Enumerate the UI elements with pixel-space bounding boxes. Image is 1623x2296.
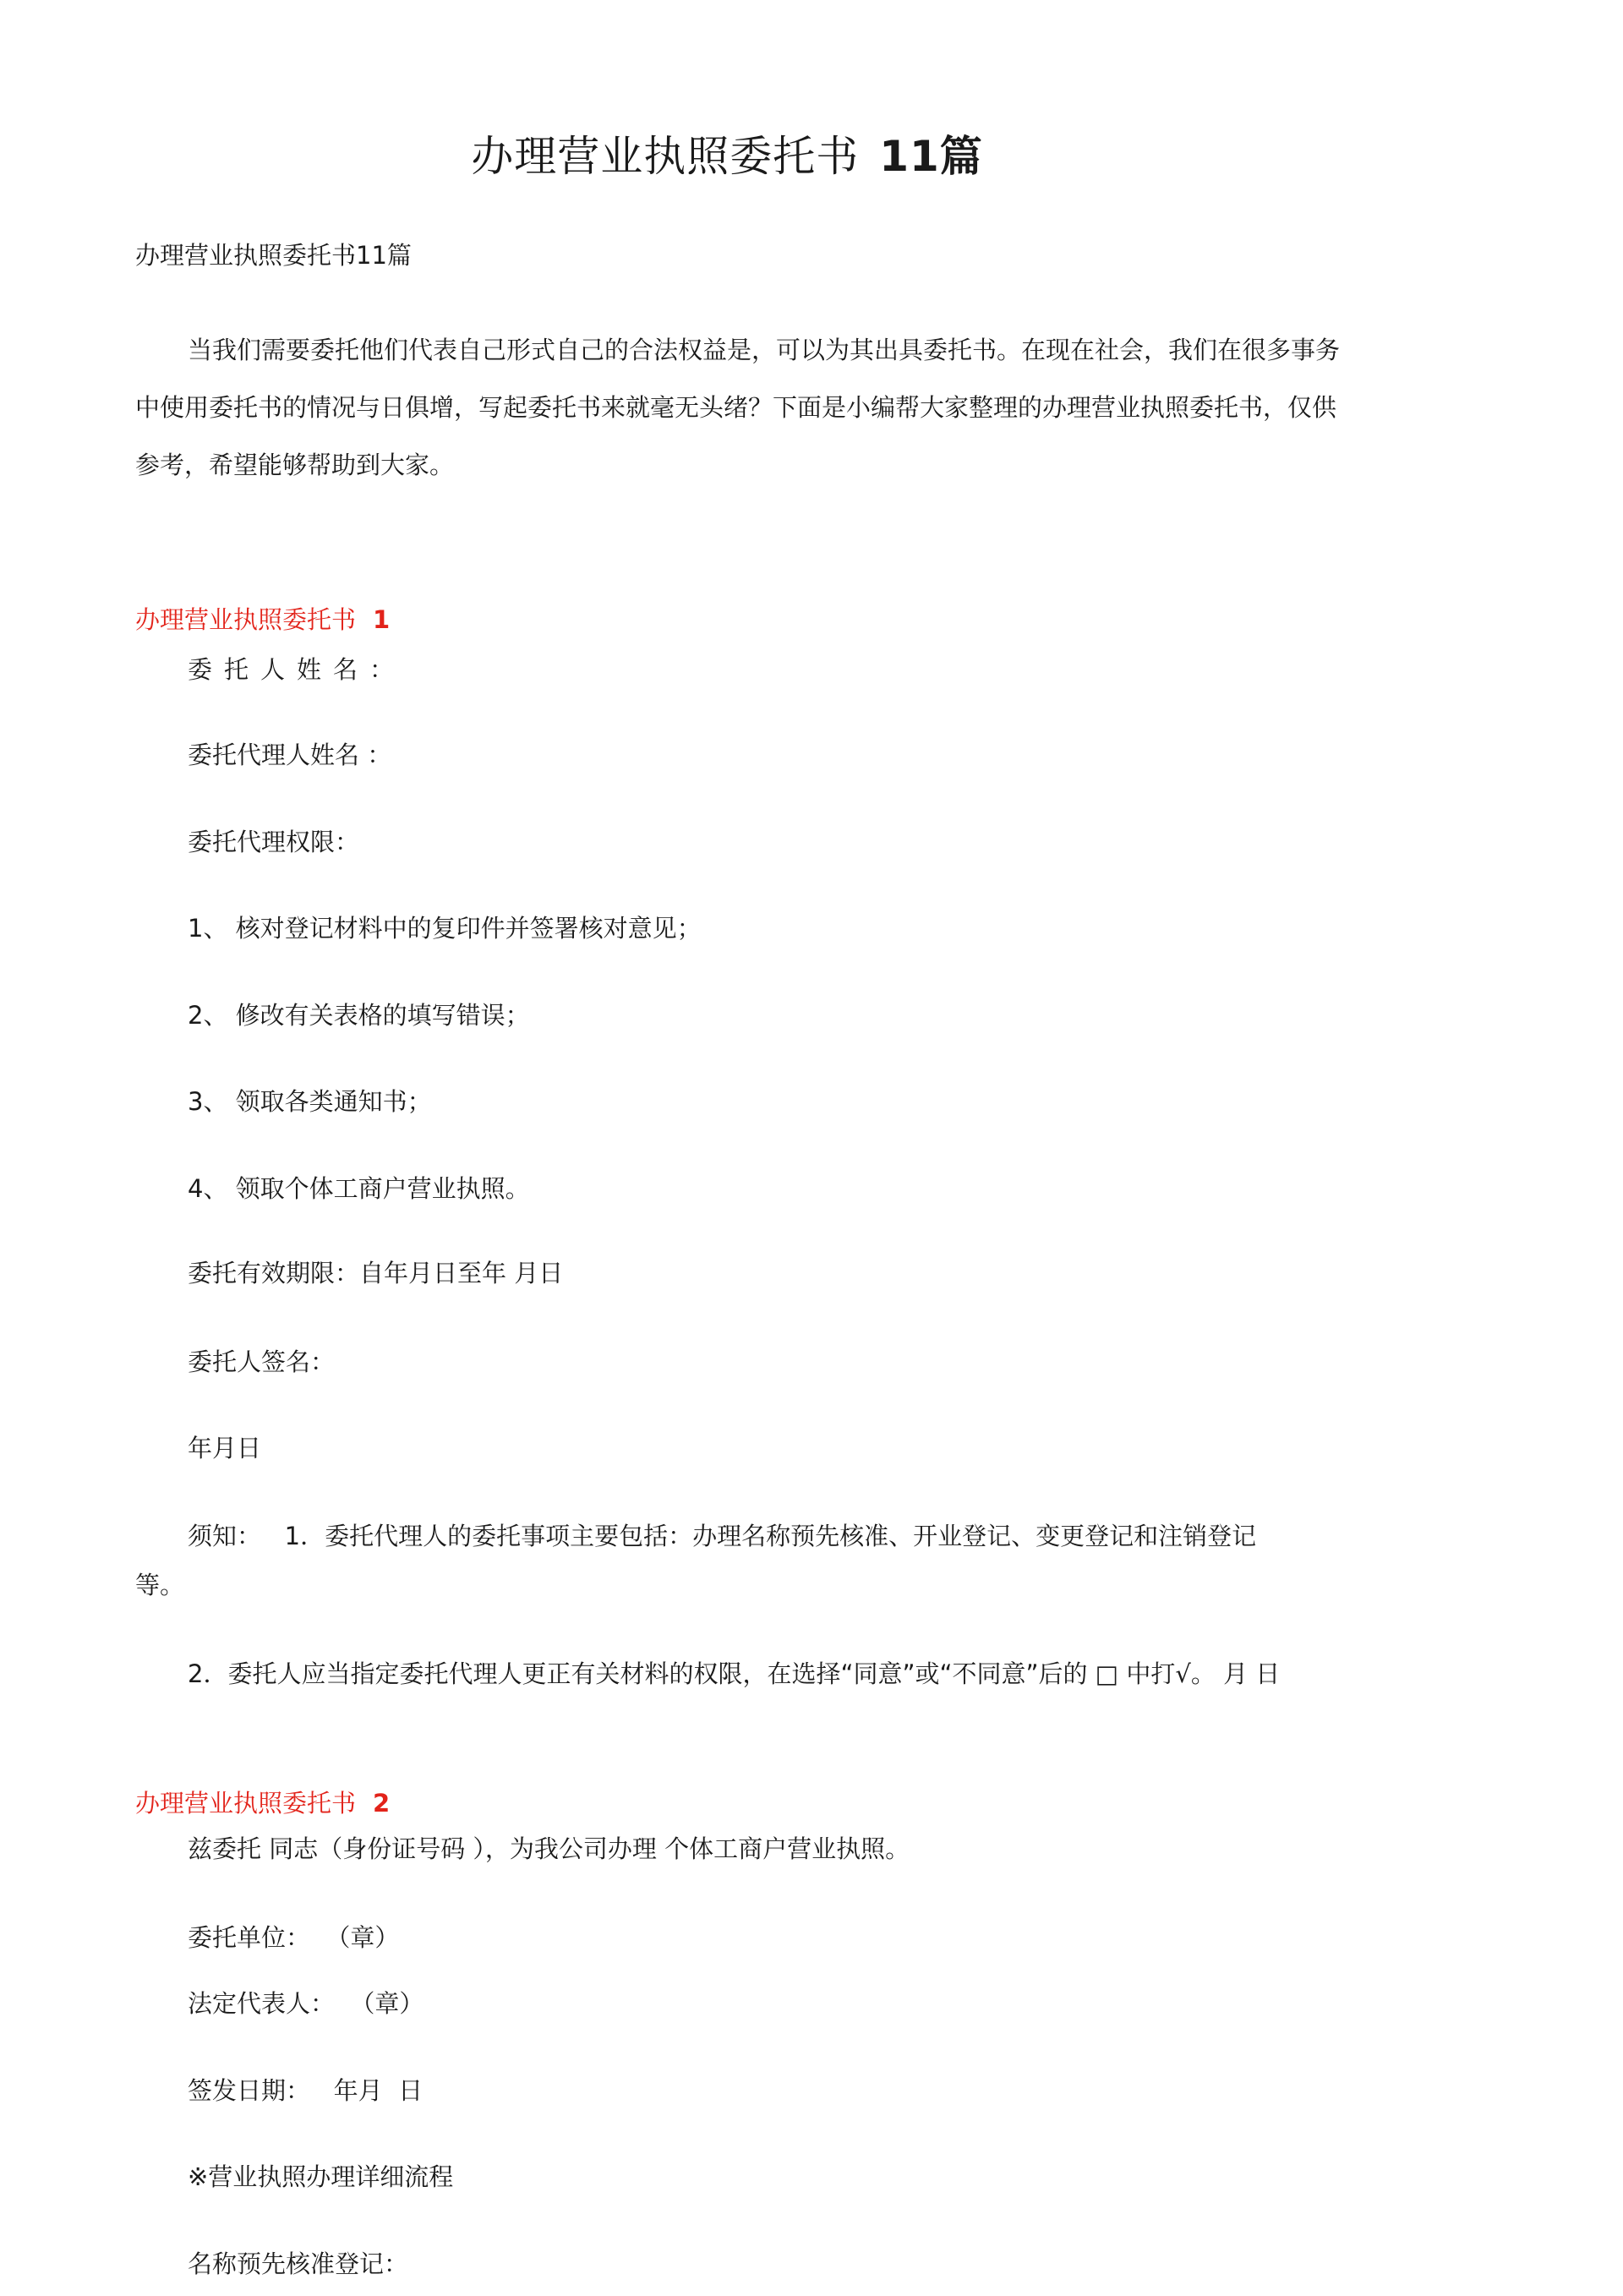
document-subtitle: 办理营业执照委托书11篇 bbox=[135, 241, 412, 270]
title-text: 办理营业执照委托书 bbox=[471, 132, 860, 181]
commissioning-unit: 委托单位： （章） bbox=[188, 1923, 400, 1952]
section-1-heading-number: 1 bbox=[373, 605, 391, 634]
legal-representative: 法定代表人： （章） bbox=[188, 1989, 424, 2018]
section-2-heading-text: 办理营业执照委托书 bbox=[135, 1789, 357, 1818]
authority-label: 委托代理权限： bbox=[188, 828, 360, 856]
commission-statement: 兹委托 同志（身份证号码 ），为我公司办理 个体工商户营业执照。 bbox=[188, 1834, 910, 1863]
validity-period: 委托有效期限：自年月日至年 月日 bbox=[188, 1259, 564, 1287]
authority-item-3: 3、 领取各类通知书； bbox=[188, 1087, 432, 1116]
notice-2: 2．委托人应当指定委托代理人更正有关材料的权限，在选择“同意”或“不同意”后的 □ 中打√。 月 日 bbox=[188, 1659, 1281, 1688]
section-2-heading-number: 2 bbox=[373, 1789, 391, 1818]
client-name-field: 委托人姓名： bbox=[188, 655, 407, 684]
authority-item-2: 2、 修改有关表格的填写错误； bbox=[188, 1001, 530, 1030]
process-heading: ※营业执照办理详细流程 bbox=[188, 2162, 454, 2191]
signature-date: 年月日 bbox=[188, 1434, 262, 1462]
client-signature: 委托人签名： bbox=[188, 1348, 336, 1376]
document-title bbox=[0, 127, 1454, 186]
authority-item-1: 1、 核对登记材料中的复印件并签署核对意见； bbox=[188, 914, 702, 943]
section-1-heading bbox=[135, 603, 390, 637]
section-1-heading-text: 办理营业执照委托书 bbox=[135, 605, 357, 634]
agent-name-field: 委托代理人姓名 ： bbox=[188, 741, 392, 769]
name-precheck-heading: 名称预先核准登记： bbox=[188, 2250, 409, 2278]
title-number: 11篇 bbox=[879, 132, 983, 181]
intro-paragraph: 当我们需要委托他们代表自己形式自己的合法权益是，可以为其出具委托书。在现在社会，我们在很多事务中使用委托书的情况与日俱增，写起委托书来就毫无头绪？下面是小编帮大家整理的办理营业执照委托书，仅供参考，希望能够帮助到大家。 bbox=[135, 336, 1341, 479]
notice-1-continued: 等。 bbox=[135, 1571, 185, 1599]
authority-item-4: 4、 领取个体工商户营业执照。 bbox=[188, 1174, 530, 1203]
issue-date: 签发日期： 年月 日 bbox=[188, 2076, 424, 2105]
section-2-heading bbox=[135, 1786, 390, 1820]
notice-1: 须知： 1．委托代理人的委托事项主要包括：办理名称预先核准、开业登记、变更登记和注销登记 bbox=[188, 1522, 1257, 1550]
